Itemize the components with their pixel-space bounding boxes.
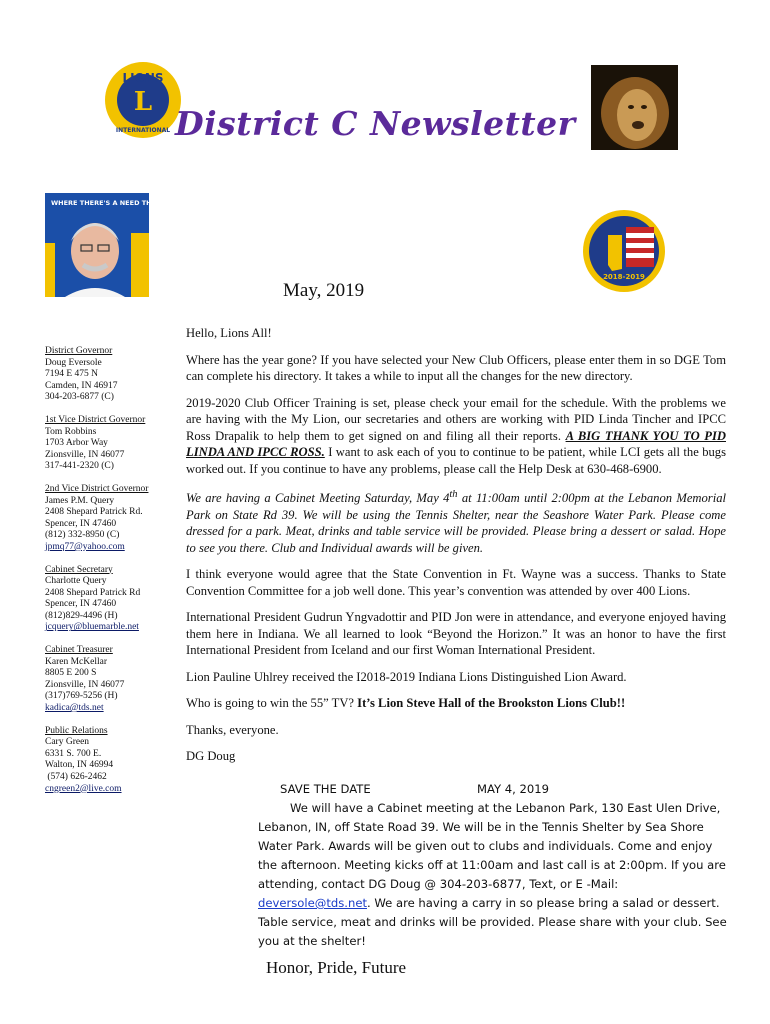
- officer-email-link[interactable]: kadica@tds.net: [45, 703, 104, 714]
- officer-line: Cary Green: [45, 737, 90, 748]
- officer-block: [45, 484, 160, 554]
- winner-announcement: It’s Lion Steve Hall of the Brookston Lions Club!!: [357, 696, 626, 711]
- officer-line: James P.M. Query: [45, 495, 115, 506]
- officer-block: [45, 415, 160, 473]
- officer-directory: [45, 346, 160, 806]
- officer-line: Karen McKellar: [45, 656, 107, 667]
- officer-line: 2408 Shepard Patrick Rd: [45, 587, 141, 598]
- logo-text-bottom: INTERNATIONAL: [115, 127, 171, 134]
- save-the-date-text-part: We will have a Cabinet meeting at the Lebanon Park, 130 East Ulen Drive, Lebanon, IN, off State Road 39. We will be in the Tennis Shelter by Sea Shore Water Park. Awards will be given out to clubs and individuals. Come and enjoy the afternoon. Meeting kicks off at 11:00am and last call is at 2:00pm. If you are attending, contact DG Doug @ 304-203-6877, Text, or E -Mail:: [258, 801, 726, 891]
- paragraph: [186, 395, 726, 478]
- paragraph-text: We are having a Cabinet Meeting Saturday, May 4: [186, 491, 450, 506]
- paragraph-text: I want to ask each of you to continue to be patient, while LCI gets all the bugs worked out. If you continue to have any problems, please call the Help Desk at 630-468-6900.: [186, 445, 726, 476]
- indiana-lions-seal: [582, 209, 666, 293]
- officer-email-link[interactable]: jcquery@bluemarble.net: [45, 622, 139, 633]
- footer-motto: Honor, Pride, Future: [266, 958, 407, 977]
- newsletter-title: District C Newsletter: [175, 104, 576, 143]
- save-the-date-text: [258, 799, 728, 951]
- officer-email-link[interactable]: jpmq77@yahoo.com: [45, 541, 125, 552]
- officer-block: [45, 726, 160, 796]
- paragraph-text: 2019-2020 Club Officer Training is set, please check your email for the schedule. With the problems we are having with the My Lion, our secretaries and others are working with PID Linda Tincher and IPCC Ross Drapalik to help them to get signed on and filing all their reports.: [186, 395, 726, 443]
- officer-title: Cabinet Treasurer: [45, 645, 113, 656]
- photo-banner-text: WHERE THERE'S A NEED THERE'S A LION: [51, 199, 200, 207]
- paragraph: I think everyone would agree that the State Convention in Ft. Wayne was a success. Thanks to State Convention Committee for a job well done. This year’s convention was attended by over 400 Lions.: [186, 567, 726, 598]
- paragraph: [186, 487, 726, 556]
- paragraph: Thanks, everyone.: [186, 722, 279, 737]
- signature: DG Doug: [186, 749, 236, 764]
- email-link[interactable]: deversole@tds.net: [258, 896, 367, 910]
- save-the-date-box: [250, 780, 728, 955]
- issue-date: May, 2019: [283, 280, 365, 301]
- lions-logo: [103, 60, 183, 140]
- officer-line: 8805 E 200 S: [45, 668, 97, 679]
- officer-line: (812) 332-8950 (C): [45, 530, 120, 541]
- svg-text:L: L: [133, 87, 153, 117]
- officer-line: 304-203-6877 (C): [45, 392, 114, 403]
- seal-text: 2018-2019: [603, 273, 645, 281]
- officer-line: 7194 E 475 N: [45, 369, 99, 380]
- officer-line: Walton, IN 46994: [45, 760, 114, 771]
- paragraph-text: Who is going to win the 55” TV?: [186, 696, 355, 711]
- officer-line: Charlotte Query: [45, 576, 107, 587]
- thank-you-emphasis: A BIG THANK YOU TO PID LINDA AND IPCC ROSS.: [186, 428, 726, 459]
- officer-line: 2408 Shepard Patrick Rd.: [45, 507, 143, 518]
- save-the-date-header: [280, 780, 728, 799]
- officer-email-link[interactable]: cngreen2@live.com: [45, 783, 122, 794]
- officer-line: Spencer, IN 47460: [45, 599, 117, 610]
- officer-block: [45, 645, 160, 715]
- officer-line: 6331 S. 700 E.: [45, 748, 102, 759]
- officer-line: Zionsville, IN 46077: [45, 679, 125, 690]
- save-the-date-date: MAY 4, 2019: [477, 782, 550, 796]
- officer-title: District Governor: [45, 346, 113, 356]
- logo-text-top: LIONS: [122, 71, 164, 85]
- paragraph: [186, 695, 726, 712]
- officer-line: Spencer, IN 47460: [45, 518, 117, 529]
- paragraph: Lion Pauline Uhlrey received the I2018-2019 Indiana Lions Distinguished Lion Award.: [186, 669, 627, 684]
- save-the-date-text-part: . We are having a carry in so please bring a salad or dessert. Table service, meat and drinks will be provided. Please share with your club. See you at the shelter!: [258, 896, 727, 948]
- officer-title: Cabinet Secretary: [45, 564, 113, 575]
- officer-line: 1703 Arbor Way: [45, 438, 108, 449]
- officer-line: (317)769-5256 (H): [45, 691, 118, 702]
- save-the-date-label: SAVE THE DATE: [280, 782, 371, 796]
- lion-photo: [591, 65, 678, 150]
- officer-line: (812)829-4496 (H): [45, 610, 118, 621]
- district-governor-photo: [45, 193, 200, 297]
- officer-line: Doug Eversole: [45, 357, 102, 368]
- letter-body: [186, 325, 726, 775]
- officer-line: Camden, IN 46917: [45, 380, 118, 391]
- officer-title: 1st Vice District Governor: [45, 414, 146, 425]
- officer-line: Tom Robbins: [45, 426, 97, 437]
- officer-line: Zionsville, IN 46077: [45, 449, 125, 460]
- officer-line: (574) 626-2462: [45, 772, 107, 782]
- officer-block: [45, 565, 160, 635]
- paragraph: Where has the year gone? If you have selected your New Club Officers, please enter them in so DGE Tom can complete his directory. It takes a while to input all the changes for the new directory.: [186, 352, 726, 383]
- officer-title: Public Relations: [45, 725, 108, 736]
- officer-block: [45, 346, 160, 404]
- paragraph-text: at 11:00am until 2:00pm at the Lebanon Memorial Park on State Rd 39. We will be using the Tennis Shelter, near the Seashore Water Park. Please come dressed for a park. Meat, drinks and table service will be provided. Please bring a dessert or salad. Hope to see you there. Club and Individual awards will be given.: [186, 491, 726, 555]
- officer-title: 2nd Vice District Governor: [45, 483, 149, 494]
- paragraph: International President Gudrun Yngvadottir and PID Jon were in attendance, and everyone enjoyed having them here in Indiana. We all learned to look “Beyond the Horizon.” It was an honor to have the first International President from Iceland and our first Woman International President.: [186, 610, 726, 658]
- officer-line: 317-441-2320 (C): [45, 461, 114, 472]
- greeting: Hello, Lions All!: [186, 326, 272, 340]
- ordinal-suffix: th: [449, 489, 458, 500]
